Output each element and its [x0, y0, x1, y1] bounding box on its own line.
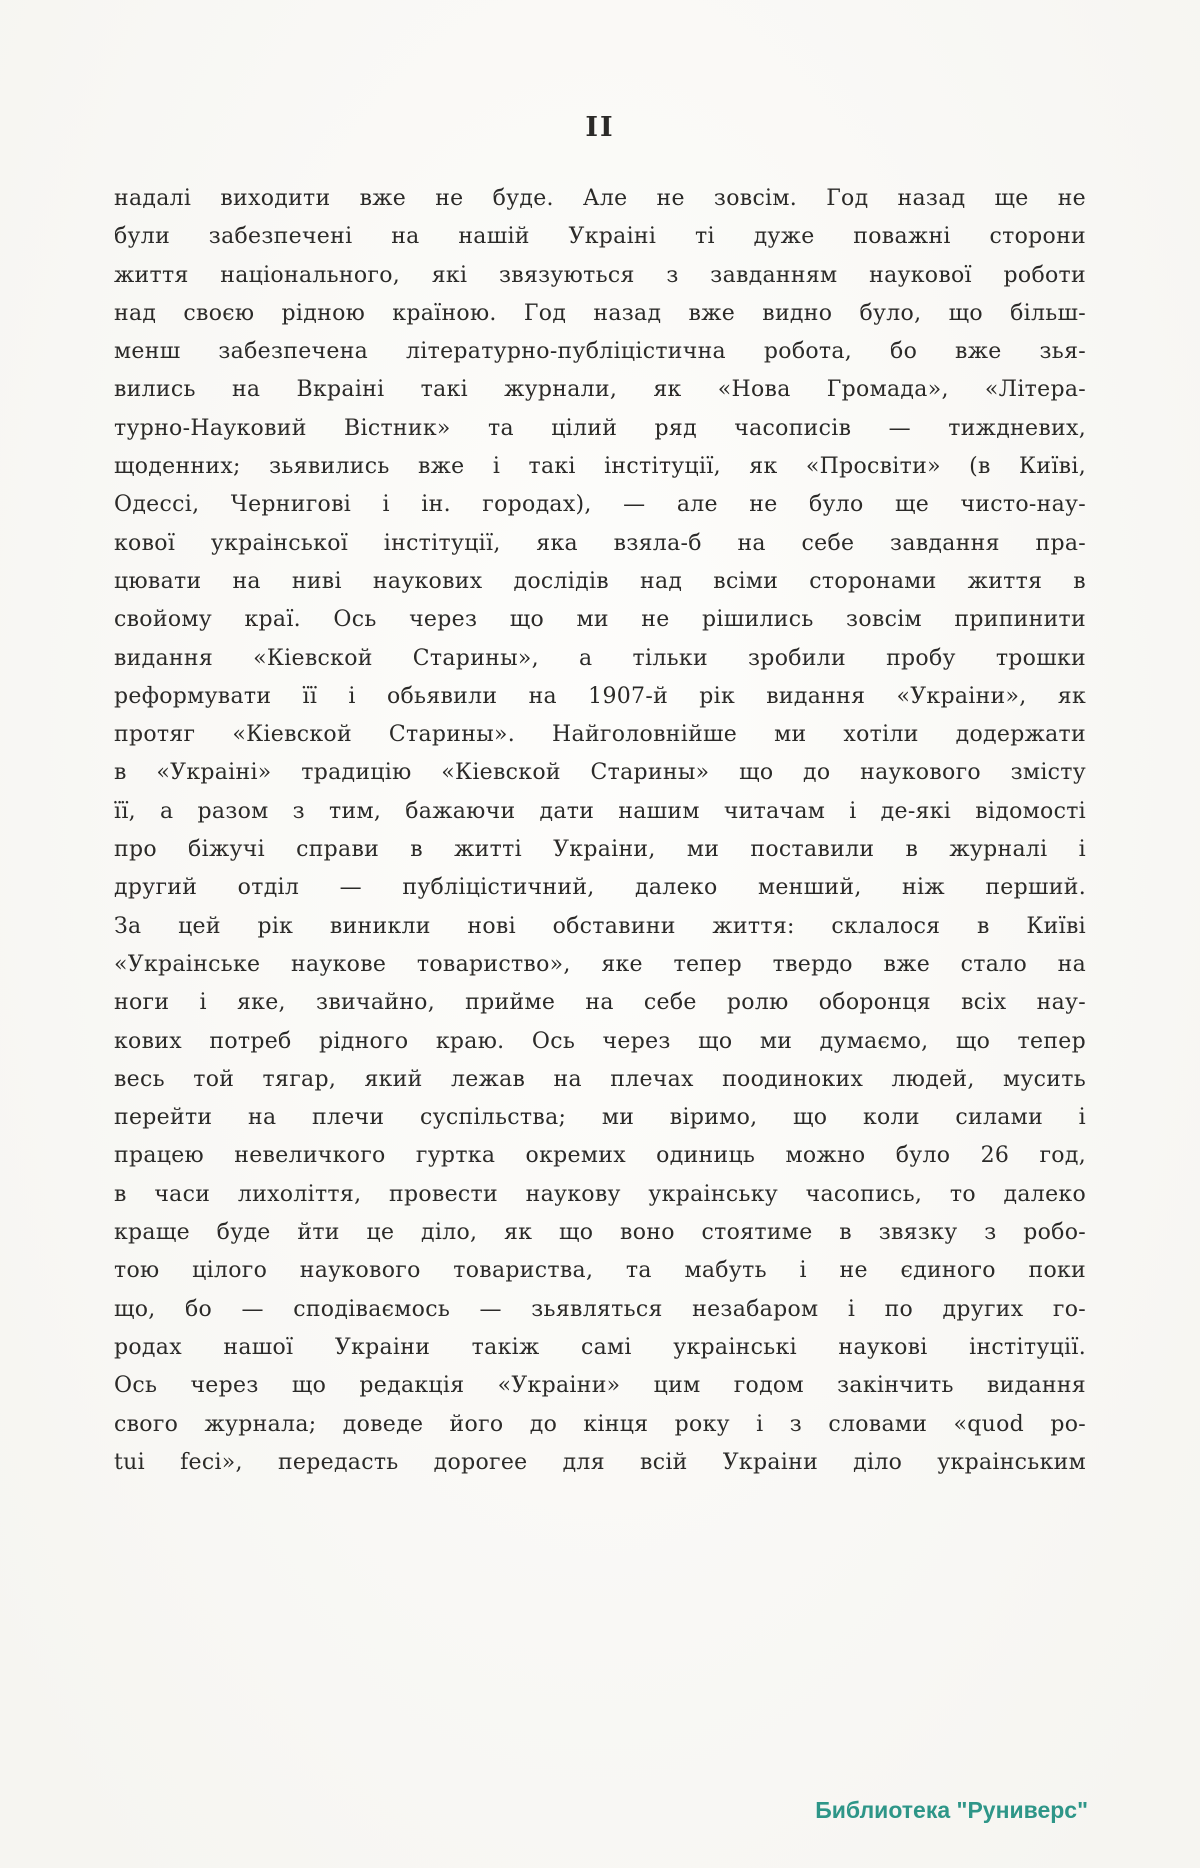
text-line: краще буде йти це діло, як що воно стоятиме в звязку з робо- [114, 1220, 1086, 1246]
text-line: вились на Вкраіні такі журнали, як «Нова Громада», «Літера- [114, 377, 1086, 403]
text-line: про біжучі справи в житті Украіни, ми поставили в журналі і [114, 837, 1086, 863]
text-line: «Украінське наукове товариство», яке тепер твердо вже стало на [114, 951, 1086, 977]
text-line: над своєю рідною країною. Год назад вже видно було, що більш- [114, 300, 1086, 326]
text-line: в часи лихоліття, провести наукову украінську часопись, то далеко [114, 1181, 1086, 1207]
text-line: менш забезпечена літературно-публіцістична робота, бо вже зья- [114, 339, 1086, 365]
text-line: тою цілого наукового товариства, та мабуть і не єдиного поки [114, 1258, 1086, 1284]
text-line: цювати на ниві наукових дослідів над всіми сторонами життя в [114, 568, 1086, 594]
text-line: Ось через що редакція «Украіни» цим годом закінчить видання [114, 1373, 1086, 1399]
text-line: реформувати її і обьявили на 1907-й рік видання «Украіни», як [114, 683, 1086, 709]
text-line: в «Украіні» традицію «Кіевской Старины» що до наукового змісту [114, 760, 1086, 786]
text-line: Одессі, Чернигові і ін. городах), — але не було ще чисто-нау- [114, 492, 1086, 518]
text-line: її, а разом з тим, бажаючи дати нашим читачам і де-які відомості [114, 798, 1086, 824]
text-line: свойому краї. Ось через що ми не рішились зовсім припинити [114, 607, 1086, 633]
text-line: кової украінської інстітуції, яка взяла-б на себе завдання пра- [114, 530, 1086, 556]
page-text [114, 180, 1086, 1482]
text-line: ноги і яке, звичайно, прийме на себе ролю оборонця всіх нау- [114, 990, 1086, 1016]
text-line: tui feci», передасть дорогее для всій Украіни діло украінським [114, 1449, 1086, 1475]
library-watermark: Библиотека "Руниверс" [815, 1797, 1088, 1823]
text-line: видання «Кіевской Старины», а тільки зробили пробу трошки [114, 645, 1086, 671]
text-line: родах нашої Украіни такіж самі украінські наукові інстітуції. [114, 1334, 1086, 1360]
text-line: перейти на плечи суспільства; ми віримо, що коли силами і [114, 1105, 1086, 1131]
text-line: турно-Науковий Вістник» та цілий ряд часописів — тиждневих, [114, 415, 1086, 441]
page-number: II [585, 112, 615, 143]
text-line: кових потреб рідного краю. Ось через що ми думаємо, що тепер [114, 1028, 1086, 1054]
text-line: були забезпечені на нашій Украіні ті дуже поважні сторони [114, 224, 1086, 250]
text-line: працею невеличкого гуртка окремих одиниць можно було 26 год, [114, 1143, 1086, 1169]
text-line: За цей рік виникли нові обставини життя: склалося в Київі [114, 913, 1086, 939]
text-line: щоденних; зьявились вже і такі інстітуції, як «Просвіти» (в Київі, [114, 454, 1086, 480]
text-line: життя національного, які звязуються з завданням наукової роботи [114, 262, 1086, 288]
text-line: другий отділ — публіцістичний, далеко менший, ніж перший. [114, 875, 1086, 901]
text-line: що, бо — сподіваємось — зьявляться незабаром і по других го- [114, 1296, 1086, 1322]
text-line: свого журнала; доведе його до кінця року і з словами «quod po- [114, 1411, 1086, 1437]
text-line: надалі виходити вже не буде. Але не зовсім. Год назад ще не [114, 186, 1086, 211]
text-line: весь той тягар, який лежав на плечах поодиноких людей, мусить [114, 1066, 1086, 1092]
text-line: протяг «Кіевской Старины». Найголовнійше ми хотіли додержати [114, 722, 1086, 748]
